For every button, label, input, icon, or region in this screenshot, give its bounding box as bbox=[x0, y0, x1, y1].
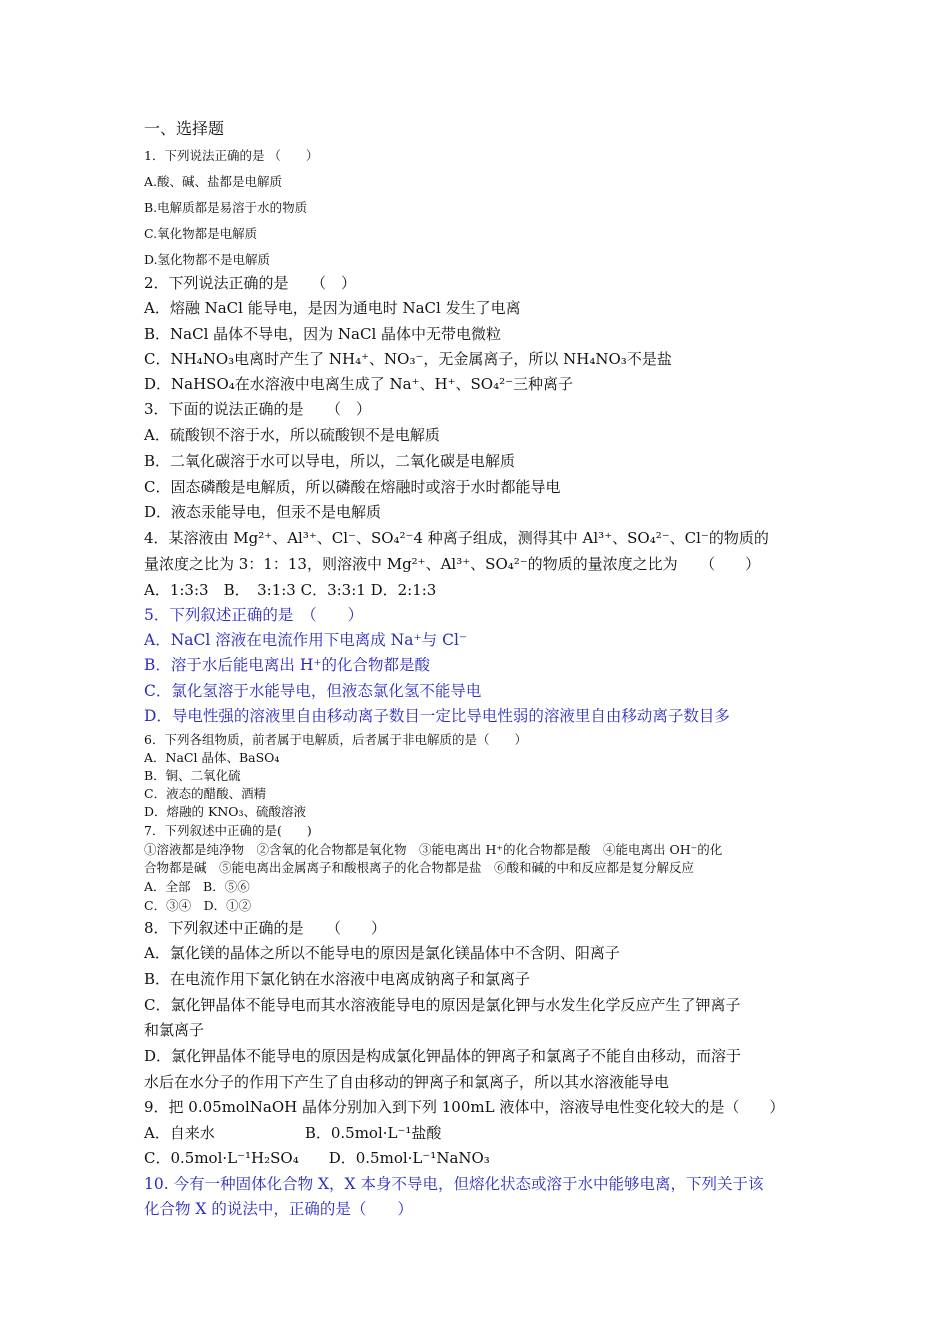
q8-option-d-line2: 水后在水分子的作用下产生了自由移动的钾离子和氯离子，所以其水溶液能导电 bbox=[144, 1073, 670, 1091]
q8-option-a: A．氯化镁的晶体之所以不能导电的原因是氯化镁晶体中不含阴、阳离子 bbox=[144, 944, 620, 962]
q9-stem: 9．把 0.05molNaOH 晶体分别加入到下列 100mL 液体中，溶液导电性变化较大的是（ ） bbox=[144, 1098, 785, 1116]
q6-stem: 6．下列各组物质，前者属于电解质，后者属于非电解质的是（ ） bbox=[144, 732, 527, 747]
q2-option-c: C．NH₄NO₃电离时产生了 NH₄⁺、NO₃⁻，无金属离子，所以 NH₄NO₃不是盐 bbox=[144, 350, 672, 368]
q8-option-b: B．在电流作用下氯化钠在水溶液中电离成钠离子和氯离子 bbox=[144, 970, 531, 988]
q5-stem: 5．下列叙述正确的是 （ ） bbox=[144, 606, 364, 624]
q7-options-cd: C．③④ D．①② bbox=[144, 898, 252, 913]
q9-options-ab: A．自来水 B．0.5mol·L⁻¹盐酸 bbox=[144, 1124, 442, 1142]
q4-stem-line2: 量浓度之比为 3：1：13，则溶液中 Mg²⁺、Al³⁺、SO₄²⁻的物质的量浓度之比为 （ ） bbox=[144, 555, 761, 573]
section-title: 一、选择题 bbox=[144, 119, 225, 138]
q10-stem-line2: 化合物 X 的说法中，正确的是（ ） bbox=[144, 1200, 413, 1218]
q2-stem: 2．下列说法正确的是 （ ） bbox=[144, 274, 357, 292]
q2-option-a: A．熔融 NaCl 能导电，是因为通电时 NaCl 发生了电离 bbox=[144, 299, 521, 317]
q1-option-c: C.氧化物都是电解质 bbox=[144, 226, 258, 241]
q9-options-cd: C．0.5mol·L⁻¹H₂SO₄ D．0.5mol·L⁻¹NaNO₃ bbox=[144, 1149, 490, 1167]
q1-option-b: B.电解质都是易溶于水的物质 bbox=[144, 200, 308, 215]
q5-option-c: C．氯化氢溶于水能导电，但液态氯化氢不能导电 bbox=[144, 682, 482, 700]
q3-option-b: B．二氧化碳溶于水可以导电，所以，二氧化碳是电解质 bbox=[144, 452, 516, 470]
q3-option-d: D．液态汞能导电，但汞不是电解质 bbox=[144, 503, 382, 521]
q1-option-d: D.氢化物都不是电解质 bbox=[144, 252, 271, 267]
q7-statements-line1: ①溶液都是纯净物 ②含氧的化合物都是氧化物 ③能电离出 H⁺的化合物都是酸 ④能电离出 OH⁻的化 bbox=[144, 842, 723, 857]
q5-option-b: B．溶于水后能电离出 H⁺的化合物都是酸 bbox=[144, 656, 431, 674]
q1-stem: 1．下列说法正确的是 （ ） bbox=[144, 148, 319, 163]
q8-option-d-line1: D．氯化钾晶体不能导电的原因是构成氯化钾晶体的钾离子和氯离子不能自由移动，而溶于 bbox=[144, 1047, 742, 1065]
q3-option-c: C．固态磷酸是电解质，所以磷酸在熔融时或溶于水时都能导电 bbox=[144, 478, 561, 496]
q2-option-d: D．NaHSO₄在水溶液中电离生成了 Na⁺、H⁺、SO₄²⁻三种离子 bbox=[144, 375, 574, 393]
q10-stem-line1: 10. 今有一种固体化合物 X，X 本身不导电，但熔化状态或溶于水中能够电离，下列关于该 bbox=[144, 1175, 764, 1193]
q6-option-a: A．NaCl 晶体、BaSO₄ bbox=[144, 750, 280, 765]
q2-option-b: B．NaCl 晶体不导电，因为 NaCl 晶体中无带电微粒 bbox=[144, 325, 502, 343]
q7-stem: 7．下列叙述中正确的是( ) bbox=[144, 823, 312, 838]
q7-options-ab: A．全部 B．⑤⑥ bbox=[144, 879, 250, 894]
q7-statements-line2: 合物都是碱 ⑤能电离出金属离子和酸根离子的化合物都是盐 ⑥酸和碱的中和反应都是复分解反应 bbox=[144, 860, 695, 875]
q4-stem-line1: 4．某溶液由 Mg²⁺、Al³⁺、Cl⁻、SO₄²⁻4 种离子组成，测得其中 Al³⁺、SO₄²⁻、Cl⁻的物质的 bbox=[144, 529, 769, 547]
q6-option-d: D．熔融的 KNO₃、硫酸溶液 bbox=[144, 804, 307, 819]
q5-option-d: D．导电性强的溶液里自由移动离子数目一定比导电性弱的溶液里自由移动离子数目多 bbox=[144, 707, 730, 725]
q8-option-c-line1: C．氯化钾晶体不能导电而其水溶液能导电的原因是氯化钾与水发生化学反应产生了钾离子 bbox=[144, 996, 741, 1014]
q3-stem: 3．下面的说法正确的是 （ ） bbox=[144, 400, 372, 418]
q8-stem: 8．下列叙述中正确的是 （ ） bbox=[144, 919, 387, 937]
q5-option-a: A．NaCl 溶液在电流作用下电离成 Na⁺与 Cl⁻ bbox=[144, 631, 468, 649]
q1-option-a: A.酸、碱、盐都是电解质 bbox=[144, 174, 283, 189]
q4-options: A．1:3:3 B． 3:1:3 C．3:3:1 D．2:1:3 bbox=[144, 581, 437, 599]
q3-option-a: A．硫酸钡不溶于水，所以硫酸钡不是电解质 bbox=[144, 426, 440, 444]
q8-option-c-line2: 和氯离子 bbox=[144, 1021, 205, 1039]
q6-option-b: B．铜、二氧化硫 bbox=[144, 768, 241, 783]
q6-option-c: C．液态的醋酸、酒精 bbox=[144, 786, 267, 801]
